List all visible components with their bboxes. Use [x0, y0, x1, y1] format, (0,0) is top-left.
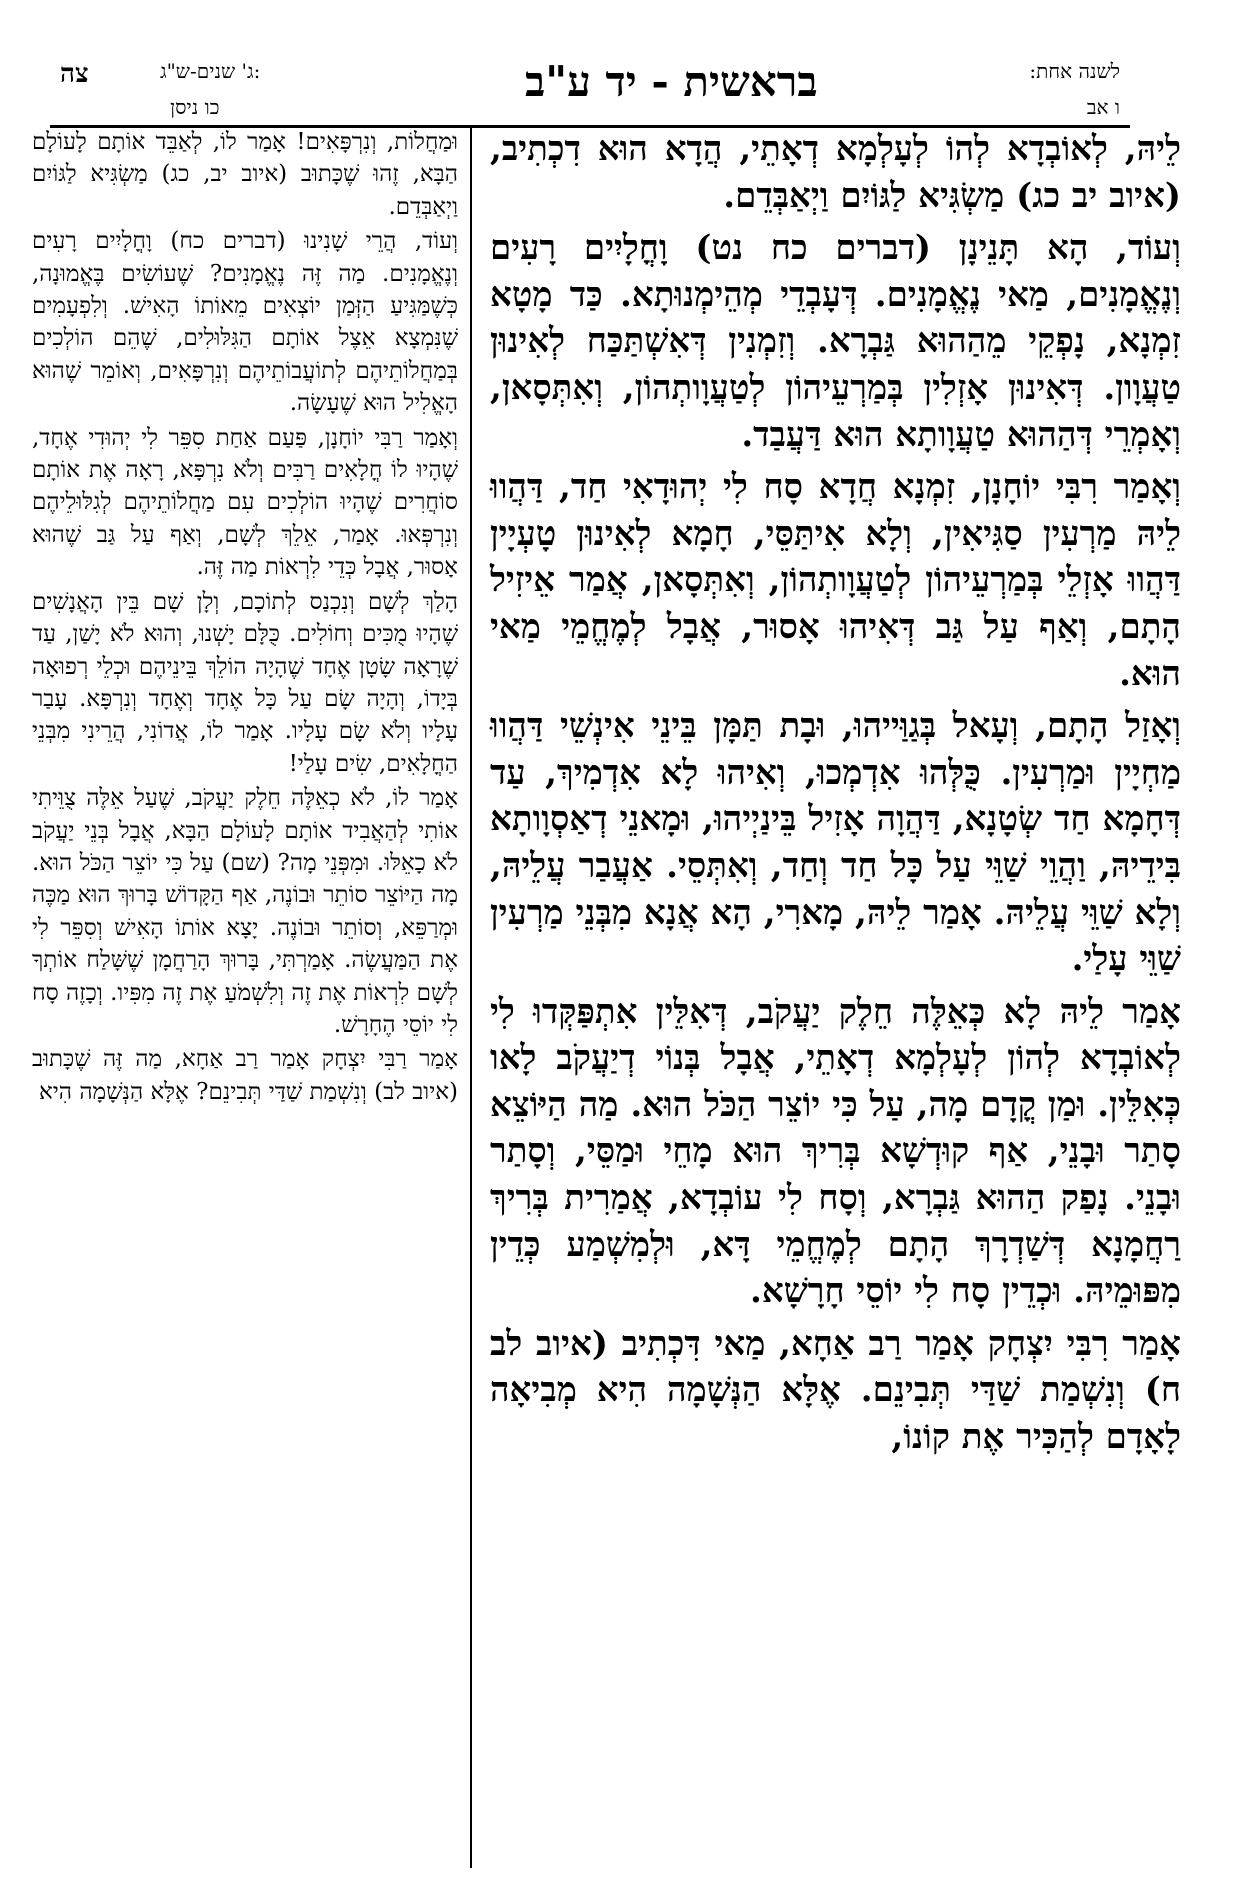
- column-divider: [470, 128, 472, 1868]
- main-text-column: [490, 126, 1181, 1864]
- page-title: בראשית - יד ע"ב: [525, 57, 818, 106]
- translation-paragraph: אָמַר רַבִּי יִצְחָק אָמַר רַב אַחָא, מַה זֶּה שֶׁכָּתוּב (איוב לב) וְנִשְׁמַת שַׁדַּי תְּבִינֵם? אֶלָּא הַנְּשָׁמָה הִיא: [32, 1046, 458, 1105]
- header-years-label: ג' שנים-ש"ג:: [160, 59, 261, 83]
- translation-paragraph: הָלַךְ לְשָׁם וְנִכְנַס לְתוֹכָם, וְלָן שָׁם בֵּין הָאֲנָשִׁים שֶׁהָיוּ מֻכִּים וְחוֹלִים. כֻּלָּם יָשְׁנוּ, וְהוּא לֹא יָשַׁן, עַד שֶׁרָאָה שָׂטָן אֶחָד שֶׁהָיָה הוֹלֵךְ בֵּינֵיהֶם וּכְלֵי רְפוּאָה בְּיָדוֹ, וְהָיָה שָׂם עַל כָּל אֶחָד וְאֶחָד וְנִרְפָּא. עָבַר עָלָיו וְלֹא שָׂם עָלָיו. אָמַר לוֹ, אֲדוֹנִי, הֲרֵינִי מִבְּנֵי הַחֳלָאִים, שִׂים עָלַי!: [32, 588, 458, 777]
- main-paragraph: וְעוֹד, הָא תָּנֵינָן (דברים כח נט) וָחֳלָיִים רָעִים וְנֶאֱמָנִים, מַאי נֶאֱמָנִים. דְּעָבְדֵי מְהֵימְנוּתָא. כַּד מָטָא זִמְנָא, נָפְקֵי מֵהַהוּא גַּבְרָא. וְזִמְנִין דְּאִשְׁתַּכַּח לְאִינוּן טַעֲוָון. דְּאִינוּן אָזְלִין בְּמַרְעֵיהוֹן לְטַעֲוָותְהוֹן, וְאִתְּסָאן, וְאָמְרֵי דְּהַהוּא טַעֲוָותָא הוּא דַּעֲבַד.: [490, 228, 1181, 455]
- page-number: צה: [60, 59, 89, 89]
- main-paragraph: אָמַר לֵיהּ לָא כְּאֵלֶּה חֵלֶק יַעֲקֹב, דְּאִלֵּין אִתְפַּקְּדוּ לִי לְאוֹבְדָא לְהוֹן לְעָלְמָא דְאָתֵי, אֲבָל בְּנוֹי דְיַעֲקֹב לָאו כְּאִלֵּין. וּמַן קֳדָם מָה, עַל כִּי יוֹצֵר הַכֹּל הוּא. מַה הַיּוֹצֵא סָתַר וּבָנֵי, אַף קוּדְשָׁא בְּרִיךְ הוּא מָחֵי וּמַסֵּי, וְסָתַר וּבָנֵי. נָפַק הַהוּא גַּבְרָא, וְסָח לִי עוֹבְדָא, אֲמַרִית בְּרִיךְ רַחֲמָנָא דְּשַׁדְרָךְ הָתָם לְמֶחֱמֵי דָּא, וּלְמִשְׁמַע כְּדֵין מִפּוּמֵיהּ. וּכְדֵין סָח לִי יוֹסֵי חָרָשָׁא.: [490, 991, 1181, 1312]
- page-header: [50, 55, 1130, 128]
- header-year-label: לשנה אחת:: [1029, 59, 1120, 83]
- translation-column: [32, 126, 458, 1864]
- translation-paragraph: וְאָמַר רַבִּי יוֹחָנָן, פַּעַם אַחַת סִפֵּר לִי יְהוּדִי אֶחָד, שֶׁהָיוּ לוֹ חֳלָאִים רַבִּים וְלֹא נִרְפָּא, רָאָה אֶת אוֹתָם סוֹחֲרִים שֶׁהָיוּ הוֹלְכִים עִם מַחֲלוֹתֵיהֶם לְגִלּוּלֵיהֶם וְנִרְפְּאוּ. אָמַר, אֵלֵךְ לְשָׁם, וְאַף עַל גַּב שֶׁהוּא אָסוּר, אֲבָל כְּדֵי לִרְאוֹת מַה זֶּה.: [32, 424, 458, 581]
- header-date-left: כו ניסן: [170, 95, 220, 119]
- main-paragraph: וְאָמַר רִבִּי יוֹחָנָן, זִמְנָא חֲדָא סָח לִי יְהוּדָאִי חַד, דַּהֲווּ לֵיהּ מַרְעִין סַגִּיאִין, וְלָא אִיתַּסֵּי, חָמָא לְאִינוּן טָעְיָין דַּהֲווּ אָזְלֵי בְּמַרְעֵיהוֹן לְטַעֲוָותְהוֹן, וְאִתְּסָאן, אֲמַר אֵיזִיל הָתָם, וְאַף עַל גַּב דְּאִיהוּ אָסוּר, אֲבָל לְמֶחֱמֵי מַאי הוּא.: [490, 467, 1181, 694]
- translation-paragraph: וְעוֹד, הֲרֵי שָׁנִינוּ (דברים כח) וָחֳלָיִים רָעִים וְנֶאֱמָנִים. מַה זֶּה נֶאֱמָנִים? שֶׁעוֹשִׂים בֶּאֱמוּנָה, כְּשֶׁמַּגִּיעַ הַזְּמַן יוֹצְאִים מֵאוֹתוֹ הָאִישׁ. וְלִפְעָמִים שֶׁנִּמְצָא אֵצֶל אוֹתָם הַגִּלּוּלִים, שֶׁהֵם הוֹלְכִים בְּמַחֲלוֹתֵיהֶם לְתוֹעֲבוֹתֵיהֶם וְנִרְפָּאִים, וְאוֹמֵר שֶׁהוּא הָאֱלִיל הוּא שֶׁעָשָׂה.: [32, 228, 458, 417]
- main-paragraph: לֵיהּ, לְאוֹבְדָא לְהוֹ לְעָלְמָא דְאָתֵי, הֲדָא הוּא דִכְתִיב, (איוב יב כג) מַשְׂגִּיא לַגּוֹיִם וַיְאַבְּדֵם.: [490, 129, 1181, 216]
- main-paragraph: וְאָזַל הָתָם, וְעָאל בְּגַוַּייהוּ, וּבָת תַּמָּן בֵּינֵי אִינְשֵׁי דַּהֲווּ מַחְיָין וּמַרְעִין. כֻּלְּהוּ אִדְמְכוּ, וְאִיהוּ לָא אִדְמִיךְ, עַד דְּחָמָא חַד שְׂטָנָא, דַּהֲוָה אָזִיל בֵּינַיְיהוּ, וּמָאנֵי דְאַסְוָותָא בִּידֵיהּ, וַהֲוֵי שַׁוֵּי עַל כָּל חַד וְחַד, וְאִתְּסֵי. אַעֲבַר עֲלֵיהּ, וְלָא שַׁוֵּי עֲלֵיהּ. אָמַר לֵיהּ, מָארִי, הָא אֲנָא מִבְּנֵי מַרְעִין שַׁוֵּי עָלַי.: [490, 706, 1181, 980]
- header-date-right: ו אב: [1086, 95, 1120, 119]
- main-paragraph: אָמַר רִבִּי יִצְחָק אָמַר רַב אַחָא, מַאי דִּכְתִיב (איוב לב ח) וְנִשְׁמַת שַׁדַּי תְּבִינֵם. אֶלָּא הַנְּשָׁמָה הִיא מְבִיאָה לָאָדָם לְהַכִּיר אֶת קוֹנוֹ,: [490, 1323, 1181, 1458]
- translation-paragraph: אָמַר לוֹ, לֹא כְאֵלֶּה חֵלֶק יַעֲקֹב, שֶׁעַל אֵלֶּה צֻוֵּיתִי אוֹתִי לְהַאֲבִיד אוֹתָם לָעוֹלָם הַבָּא, אֲבָל בְּנֵי יַעֲקֹב לֹא כָאֵלּוּ. וּמִפְּנֵי מָה? (שם) עַל כִּי יוֹצֵר הַכֹּל הוּא. מָה הַיּוֹצֵר סוֹתֵר וּבוֹנֶה, אַף הַקָּדוֹשׁ בָּרוּךְ הוּא מַכֶּה וּמְרַפֵּא, וְסוֹתֵר וּבוֹנֶה. יָצָא אוֹתוֹ הָאִישׁ וְסִפֵּר לִי אֶת הַמַּעֲשֶׂה. אָמַרְתִּי, בָּרוּךְ הָרַחֲמָן שֶׁשָּׁלַח אוֹתְךָ לְשָׁם לִרְאוֹת אֶת זֶה וְלִשְׁמֹעַ אֶת זֶה מִפִּיו. וְכָזֶה סָח לִי יוֹסֵי הֶחָרָשׁ.: [32, 785, 458, 1038]
- translation-paragraph: וּמַחֲלוֹת, וְנִרְפָּאִים! אָמַר לוֹ, לְאַבֵּד אוֹתָם לָעוֹלָם הַבָּא, זֶהוּ שֶׁכָּתוּב (איוב יב, כג) מַשְׂגִּיא לַגּוֹיִם וַיְאַבְּדֵם.: [32, 129, 458, 220]
